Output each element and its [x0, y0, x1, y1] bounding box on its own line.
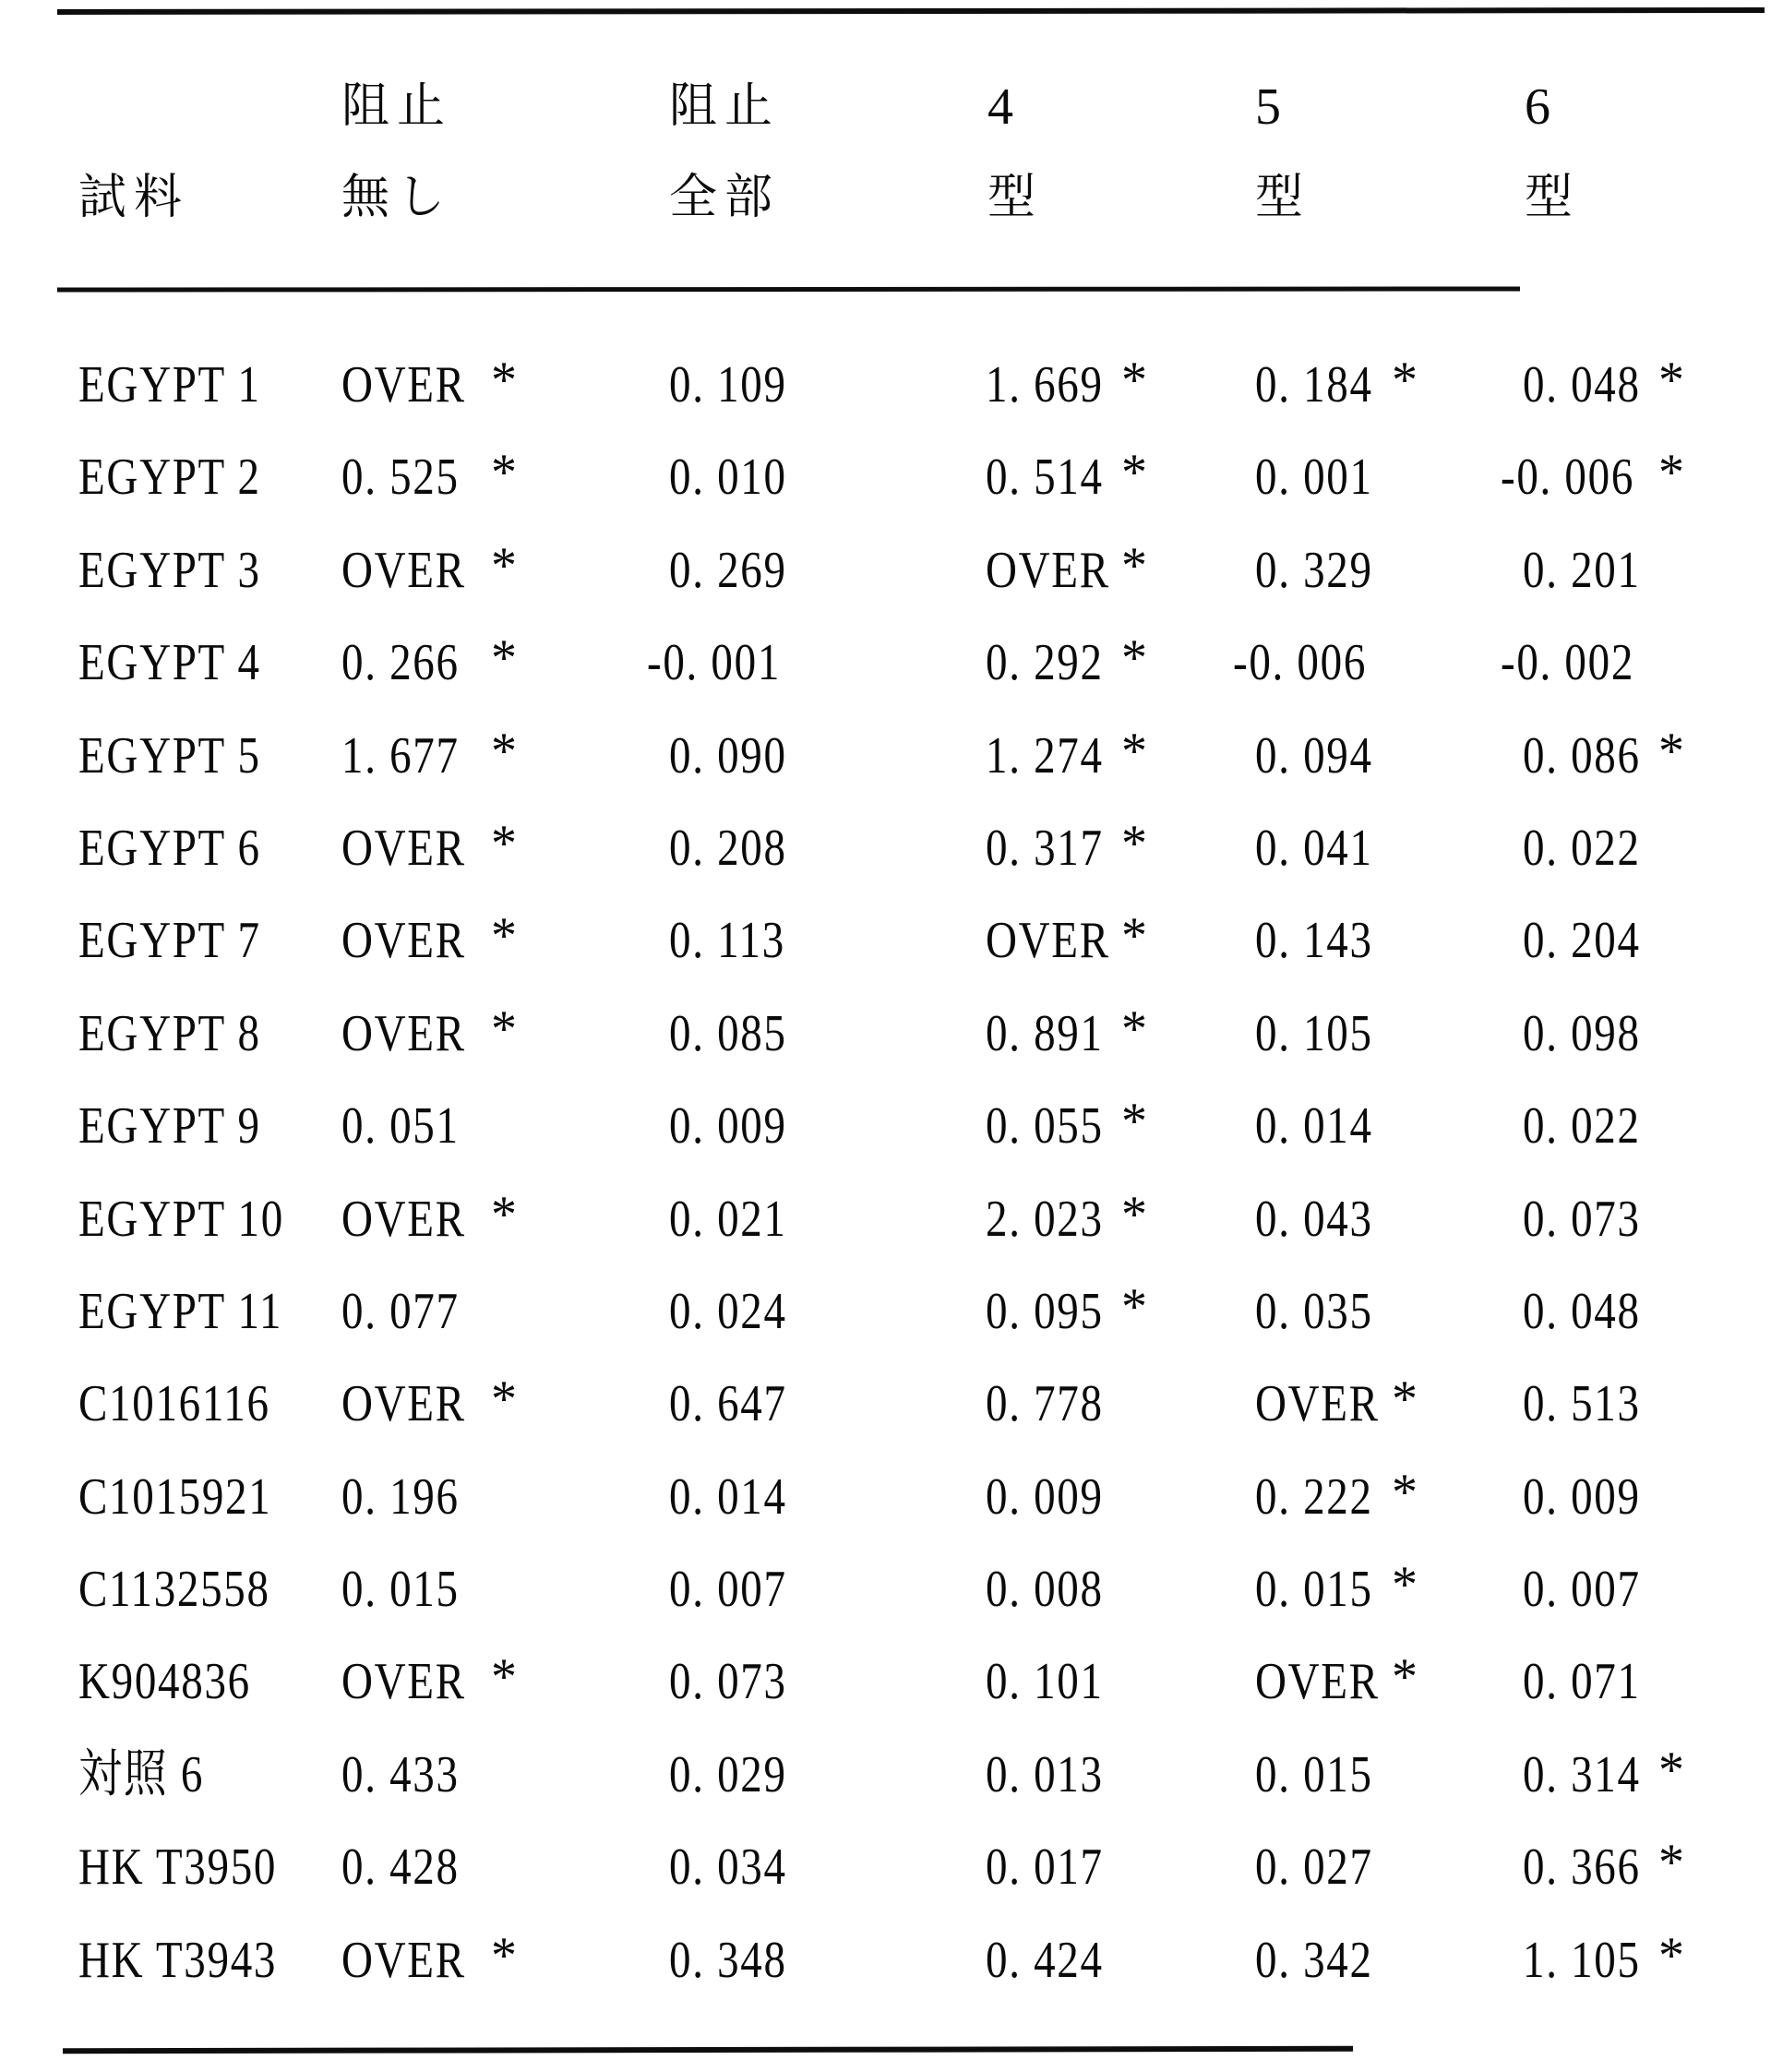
column-header-no-inhibition-line1: 阻止 [341, 80, 453, 133]
cell-value: OVER [1255, 1375, 1380, 1433]
table-row [0, 1914, 1771, 2006]
cell-value: 0. 015 [1255, 1745, 1373, 1803]
sample-name-text: EGYPT 3 [78, 541, 261, 599]
significance-asterisk: * [1121, 352, 1147, 409]
cell-all-inhibition [669, 1729, 809, 1821]
sample-name [78, 1635, 283, 1728]
cell-value: 0. 021 [669, 1190, 787, 1248]
column-header-type5-kanji: 型 [1255, 172, 1311, 224]
significance-asterisk: * [1121, 536, 1147, 594]
sample-name-text: EGYPT 6 [78, 819, 261, 877]
cell-type4 [986, 1080, 1147, 1172]
cell-type4 [986, 802, 1147, 894]
cell-value: 0. 266 [341, 634, 460, 692]
cell-value: 0. 113 [669, 912, 785, 970]
sample-name-text: C1132558 [78, 1561, 270, 1619]
cell-type6 [1501, 431, 1684, 523]
cell-value: OVER [341, 541, 466, 599]
significance-asterisk: * [1658, 1741, 1684, 1799]
cell-type4 [986, 1635, 1126, 1728]
column-header-type6-number: 6 [1525, 78, 1550, 136]
table-row [0, 524, 1771, 617]
cell-type6 [1501, 617, 1660, 709]
cell-type5 [1255, 1543, 1418, 1635]
significance-asterisk: * [491, 629, 517, 688]
table-row [0, 617, 1771, 709]
table-row [0, 1173, 1771, 1265]
significance-asterisk: * [1658, 444, 1684, 502]
cell-value: 0. 094 [1255, 726, 1373, 784]
column-header-type4-number: 4 [987, 78, 1013, 136]
significance-asterisk: * [1121, 1000, 1147, 1058]
cell-value: 0. 086 [1523, 726, 1641, 784]
cell-type5 [1255, 1821, 1395, 1913]
significance-asterisk: * [491, 1371, 517, 1429]
sample-name-text: EGYPT 10 [78, 1190, 284, 1248]
significance-asterisk: * [1392, 1371, 1418, 1429]
cell-type4 [986, 1729, 1126, 1821]
significance-asterisk: * [1658, 1926, 1684, 1984]
sample-name [78, 1914, 315, 2006]
cell-value: 0. 073 [1523, 1190, 1641, 1248]
cell-value: 0. 015 [1255, 1561, 1373, 1619]
cell-value: 1. 677 [341, 726, 460, 784]
cell-value: 0. 433 [341, 1745, 460, 1803]
cell-type6 [1523, 988, 1663, 1080]
cell-no-inhibition [341, 1358, 517, 1450]
cell-type6 [1523, 1821, 1684, 1913]
column-header-type5-number: 5 [1255, 78, 1281, 136]
table-row [0, 988, 1771, 1080]
sample-name [78, 802, 295, 894]
cell-type6 [1523, 1543, 1663, 1635]
cell-all-inhibition [669, 802, 809, 894]
cell-type5 [1255, 1080, 1395, 1172]
cell-type6 [1523, 1265, 1663, 1358]
significance-asterisk: * [1121, 1093, 1147, 1151]
cell-type5 [1255, 988, 1395, 1080]
cell-value: 0. 010 [669, 449, 787, 507]
cell-value: 0. 077 [341, 1282, 460, 1340]
cell-value: 0. 055 [986, 1097, 1104, 1156]
significance-asterisk: * [1392, 1556, 1418, 1614]
significance-asterisk: * [491, 722, 517, 780]
table-row [0, 1543, 1771, 1635]
table-row [0, 1451, 1771, 1543]
cell-no-inhibition [341, 1173, 517, 1265]
horizontal-rule-bottom [63, 2046, 1353, 2054]
sample-name-text: EGYPT 4 [78, 634, 261, 692]
sample-name [78, 431, 295, 523]
cell-all-inhibition [647, 617, 807, 709]
significance-asterisk: * [491, 536, 517, 594]
significance-asterisk: * [1121, 722, 1147, 780]
cell-type4 [986, 1451, 1126, 1543]
cell-value: 0. 024 [669, 1282, 787, 1340]
cell-value: 0. 778 [986, 1375, 1104, 1433]
cell-no-inhibition [341, 431, 517, 523]
cell-no-inhibition [341, 1729, 482, 1821]
cell-type6 [1523, 1729, 1684, 1821]
cell-value: OVER [341, 912, 466, 970]
cell-value: 0. 090 [669, 726, 787, 784]
cell-value: 1. 274 [986, 726, 1104, 784]
sample-name [78, 617, 295, 709]
cell-type5 [1255, 1265, 1395, 1358]
cell-all-inhibition [669, 339, 809, 431]
cell-type4 [986, 617, 1147, 709]
cell-type6 [1523, 1173, 1663, 1265]
sample-name [78, 1543, 306, 1635]
cell-all-inhibition [669, 1821, 809, 1913]
cell-type5 [1255, 802, 1395, 894]
cell-value: 0. 041 [1255, 819, 1373, 877]
cell-value: 0. 007 [1523, 1561, 1641, 1619]
significance-asterisk: * [1121, 629, 1147, 688]
sample-name [78, 1821, 315, 1913]
cell-value: 0. 009 [986, 1467, 1104, 1526]
significance-asterisk: * [1392, 1463, 1418, 1521]
cell-type6 [1523, 524, 1663, 617]
cell-value: 0. 034 [669, 1838, 787, 1897]
cell-type6 [1523, 1914, 1684, 2006]
cell-value: 0. 098 [1523, 1004, 1641, 1062]
cell-type4 [986, 1173, 1147, 1265]
significance-asterisk: * [1121, 1185, 1147, 1243]
cell-all-inhibition [669, 431, 809, 523]
sample-name [78, 988, 295, 1080]
significance-asterisk: * [1392, 352, 1418, 409]
cell-all-inhibition [669, 1451, 809, 1543]
cell-all-inhibition [669, 1543, 809, 1635]
cell-value: OVER [341, 1190, 466, 1248]
cell-value: 0. 073 [669, 1653, 787, 1711]
cell-type5 [1255, 339, 1418, 431]
cell-value: 1. 669 [986, 356, 1104, 413]
cell-type5 [1255, 1451, 1418, 1543]
cell-no-inhibition [341, 1635, 517, 1728]
cell-value: 0. 514 [986, 449, 1104, 507]
cell-value: OVER [341, 1375, 466, 1433]
cell-value: 0. 017 [986, 1838, 1104, 1897]
significance-asterisk: * [1121, 444, 1147, 502]
significance-asterisk: * [1392, 1648, 1418, 1707]
cell-all-inhibition [669, 988, 809, 1080]
cell-all-inhibition [669, 710, 809, 802]
cell-value: 1. 105 [1523, 1931, 1641, 1989]
significance-asterisk: * [491, 814, 517, 872]
significance-asterisk: * [1658, 1834, 1684, 1892]
cell-no-inhibition [341, 1914, 517, 2006]
cell-type5 [1255, 524, 1395, 617]
cell-value: 2. 023 [986, 1190, 1104, 1248]
table-row [0, 710, 1771, 802]
significance-asterisk: * [1658, 722, 1684, 780]
cell-no-inhibition [341, 1451, 482, 1543]
cell-value: 0. 314 [1523, 1745, 1641, 1803]
cell-type4 [986, 894, 1147, 987]
cell-value: OVER [1255, 1653, 1380, 1711]
cell-no-inhibition [341, 988, 517, 1080]
cell-no-inhibition [341, 339, 517, 431]
cell-type5 [1255, 1914, 1395, 2006]
sample-name-text: HK T3950 [78, 1838, 278, 1897]
significance-asterisk: * [491, 1926, 517, 1984]
cell-no-inhibition [341, 710, 517, 802]
column-header-type4-kanji: 型 [987, 172, 1044, 224]
cell-type5 [1255, 1173, 1395, 1265]
sample-name-text: EGYPT 2 [78, 449, 261, 507]
column-header-sample: 試料 [78, 172, 190, 224]
significance-asterisk: * [491, 1648, 517, 1707]
table-row [0, 339, 1771, 431]
sample-name [78, 1080, 295, 1172]
cell-value: 0. 009 [1523, 1467, 1641, 1526]
cell-value: -0. 001 [647, 634, 782, 692]
cell-value: 0. 348 [669, 1931, 787, 1989]
cell-value: 0. 428 [341, 1838, 460, 1897]
cell-all-inhibition [669, 894, 808, 987]
cell-value: OVER [341, 819, 466, 877]
cell-value: 0. 022 [1523, 819, 1641, 877]
table-row [0, 894, 1771, 987]
cell-value: 0. 015 [341, 1561, 460, 1619]
cell-value: -0. 006 [1233, 634, 1368, 692]
cell-type4 [986, 1543, 1126, 1635]
cell-type4 [986, 1821, 1126, 1913]
cell-type4 [986, 710, 1147, 802]
cell-type6 [1523, 339, 1684, 431]
sample-name-text: EGYPT 8 [78, 1004, 261, 1062]
table-row [0, 1265, 1771, 1358]
sample-name [78, 710, 295, 802]
cell-value: 0. 014 [1255, 1097, 1373, 1156]
cell-value: 0. 329 [1255, 541, 1373, 599]
table-row [0, 431, 1771, 523]
cell-value: 0. 201 [1523, 541, 1641, 599]
cell-no-inhibition [341, 1080, 482, 1172]
cell-value: 0. 007 [669, 1561, 787, 1619]
horizontal-rule-header-separator [57, 286, 1520, 292]
sample-name-text: EGYPT 1 [78, 356, 261, 413]
cell-type6 [1523, 710, 1684, 802]
significance-asterisk: * [1658, 352, 1684, 409]
cell-value: 0. 208 [669, 819, 787, 877]
cell-value: 0. 891 [986, 1004, 1104, 1062]
cell-type6 [1523, 802, 1663, 894]
cell-value: 0. 048 [1523, 1282, 1641, 1340]
cell-value: 0. 008 [986, 1561, 1104, 1619]
cell-all-inhibition [669, 1173, 809, 1265]
cell-type5 [1233, 617, 1393, 709]
sample-name-text: EGYPT 11 [78, 1282, 283, 1340]
table-row [0, 1821, 1771, 1913]
cell-type5 [1255, 894, 1395, 987]
cell-value: 0. 043 [1255, 1190, 1373, 1248]
cell-value: OVER [341, 1004, 466, 1062]
sample-name-text: EGYPT 7 [78, 912, 261, 970]
cell-value: 0. 143 [1255, 912, 1373, 970]
column-header-all-inhibition-line2: 全部 [669, 172, 781, 224]
cell-type5 [1255, 1635, 1418, 1728]
cell-no-inhibition [341, 1265, 482, 1358]
table-row [0, 1635, 1771, 1728]
cell-value: 0. 222 [1255, 1467, 1373, 1526]
cell-value: 0. 647 [669, 1375, 787, 1433]
significance-asterisk: * [491, 352, 517, 409]
cell-value: 0. 048 [1523, 356, 1641, 413]
cell-value: 0. 085 [669, 1004, 787, 1062]
cell-type6 [1523, 894, 1663, 987]
significance-asterisk: * [1121, 907, 1147, 965]
cell-all-inhibition [669, 1635, 809, 1728]
cell-value: 0. 184 [1255, 356, 1373, 413]
cell-value: OVER [341, 1653, 466, 1711]
cell-value: 0. 014 [669, 1467, 787, 1526]
significance-asterisk: * [491, 444, 517, 502]
significance-asterisk: * [491, 1185, 517, 1243]
cell-value: 0. 366 [1523, 1838, 1641, 1897]
sample-name [78, 1451, 308, 1543]
cell-value: 0. 513 [1523, 1375, 1641, 1433]
table-row [0, 1358, 1771, 1450]
cell-all-inhibition [669, 1358, 809, 1450]
cell-value: 0. 196 [341, 1467, 460, 1526]
cell-value: 0. 027 [1255, 1838, 1373, 1897]
cell-type4 [986, 1914, 1126, 2006]
cell-value: 0. 109 [669, 356, 787, 413]
cell-value: 0. 001 [1255, 449, 1373, 507]
sample-name [78, 524, 295, 617]
cell-no-inhibition [341, 1543, 482, 1635]
cell-value: OVER [986, 912, 1110, 970]
cell-value: 0. 051 [341, 1097, 460, 1156]
table-row [0, 1080, 1771, 1172]
sample-name-text: EGYPT 5 [78, 726, 261, 784]
sample-name-text: HK T3943 [78, 1931, 278, 1989]
cell-value: 0. 292 [986, 634, 1104, 692]
cell-value: 0. 204 [1523, 912, 1641, 970]
cell-no-inhibition [341, 524, 517, 617]
horizontal-rule-top [57, 7, 1765, 15]
sample-name [78, 1173, 323, 1265]
column-header-no-inhibition-line2: 無し [341, 172, 453, 224]
cell-value: 0. 317 [986, 819, 1104, 877]
cell-value: 0. 269 [669, 541, 787, 599]
table-body [0, 339, 1771, 2006]
cell-no-inhibition [341, 894, 517, 987]
cell-all-inhibition [669, 1265, 809, 1358]
significance-asterisk: * [491, 1000, 517, 1058]
cell-type6 [1523, 1358, 1663, 1450]
cell-type4 [986, 1358, 1126, 1450]
cell-type6 [1523, 1451, 1663, 1543]
cell-type4 [986, 1265, 1147, 1358]
cell-no-inhibition [341, 617, 517, 709]
column-header-all-inhibition-line1: 阻止 [669, 80, 781, 133]
cell-type4 [986, 431, 1147, 523]
significance-asterisk: * [1121, 814, 1147, 872]
column-header-type6-kanji: 型 [1525, 172, 1581, 224]
cell-type6 [1523, 1080, 1663, 1172]
cell-type5 [1255, 431, 1395, 523]
cell-type4 [986, 339, 1147, 431]
cell-value: 0. 525 [341, 449, 460, 507]
significance-asterisk: * [1121, 1277, 1147, 1335]
cell-all-inhibition [669, 524, 809, 617]
cell-no-inhibition [341, 1821, 482, 1913]
cell-no-inhibition [341, 802, 517, 894]
cell-type6 [1523, 1635, 1663, 1728]
cell-all-inhibition [669, 1914, 809, 2006]
sample-name-text: C1015921 [78, 1467, 272, 1526]
cell-value: -0. 006 [1501, 449, 1635, 507]
cell-type5 [1255, 1358, 1418, 1450]
cell-value: -0. 002 [1501, 634, 1635, 692]
sample-name-text: EGYPT 9 [78, 1097, 261, 1156]
sample-name [78, 894, 295, 987]
sample-name [78, 339, 295, 431]
table-row [0, 802, 1771, 894]
sample-name [78, 1265, 321, 1358]
significance-asterisk: * [491, 907, 517, 965]
cell-value: 0. 029 [669, 1745, 787, 1803]
cell-type4 [986, 524, 1147, 617]
cell-type5 [1255, 710, 1395, 802]
sample-name-text: 対照 6 [78, 1745, 205, 1803]
cell-value: 0. 101 [986, 1653, 1104, 1711]
cell-all-inhibition [669, 1080, 809, 1172]
cell-value: OVER [986, 541, 1110, 599]
cell-value: OVER [341, 1931, 466, 1989]
cell-type4 [986, 988, 1147, 1080]
cell-value: 0. 009 [669, 1097, 787, 1156]
sample-name [78, 1729, 228, 1821]
cell-type5 [1255, 1729, 1395, 1821]
sample-name [78, 1358, 306, 1450]
cell-value: 0. 013 [986, 1745, 1104, 1803]
cell-value: 0. 105 [1255, 1004, 1373, 1062]
cell-value: 0. 071 [1523, 1653, 1641, 1711]
cell-value: 0. 342 [1255, 1931, 1373, 1989]
sample-name-text: C1016116 [78, 1375, 270, 1433]
sample-name-text: K904836 [78, 1653, 251, 1711]
cell-value: 0. 035 [1255, 1282, 1373, 1340]
cell-value: 0. 095 [986, 1282, 1104, 1340]
cell-value: OVER [341, 356, 466, 413]
table-row [0, 1729, 1771, 1821]
cell-value: 0. 424 [986, 1931, 1104, 1989]
cell-value: 0. 022 [1523, 1097, 1641, 1156]
